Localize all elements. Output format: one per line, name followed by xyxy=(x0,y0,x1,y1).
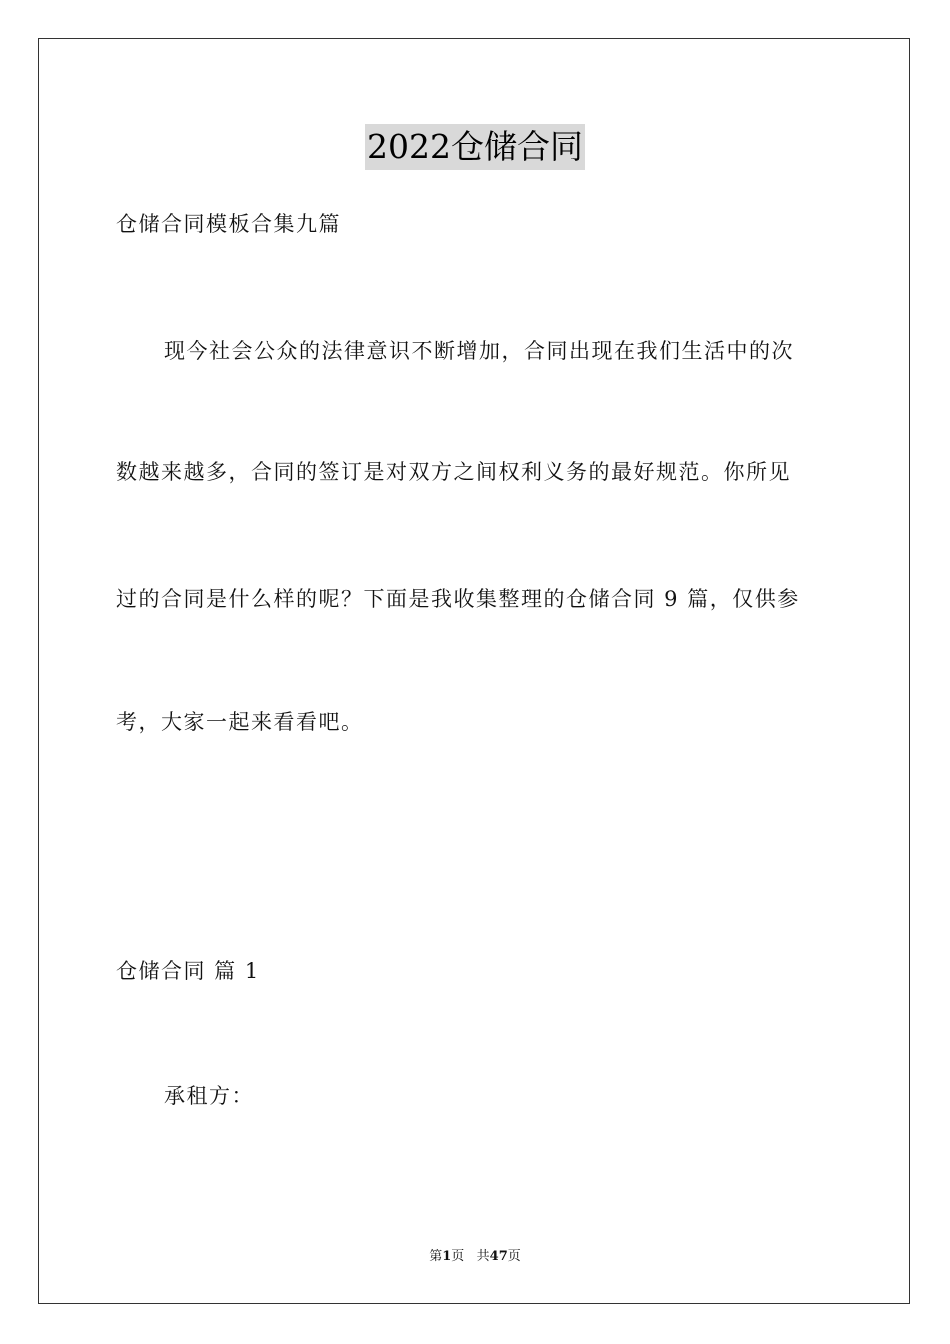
intro-line-2: 数越来越多，合同的签订是对双方之间权利义务的最好规范。你所见 xyxy=(116,460,791,484)
footer-page-mid: 页 共 xyxy=(451,1249,490,1264)
page-footer xyxy=(0,1248,950,1266)
document-title: 2022仓储合同 xyxy=(365,124,585,170)
footer-page-prefix: 第 xyxy=(429,1249,443,1264)
intro-line-3: 过的合同是什么样的呢？下面是我收集整理的仓储合同 9 篇，仅供参 xyxy=(116,587,800,611)
footer-page-current: 1 xyxy=(442,1249,452,1264)
section-heading: 仓储合同 篇 1 xyxy=(116,959,260,983)
title-container xyxy=(0,124,950,170)
intro-line-1: 现今社会公众的法律意识不断增加，合同出现在我们生活中的次 xyxy=(164,339,794,363)
document-subtitle: 仓储合同模板合集九篇 xyxy=(116,212,341,236)
party-label: 承租方： xyxy=(164,1084,254,1108)
intro-line-4: 考，大家一起来看看吧。 xyxy=(116,710,364,734)
footer-page-suffix: 页 xyxy=(507,1249,521,1264)
footer-page-total: 47 xyxy=(489,1249,508,1264)
